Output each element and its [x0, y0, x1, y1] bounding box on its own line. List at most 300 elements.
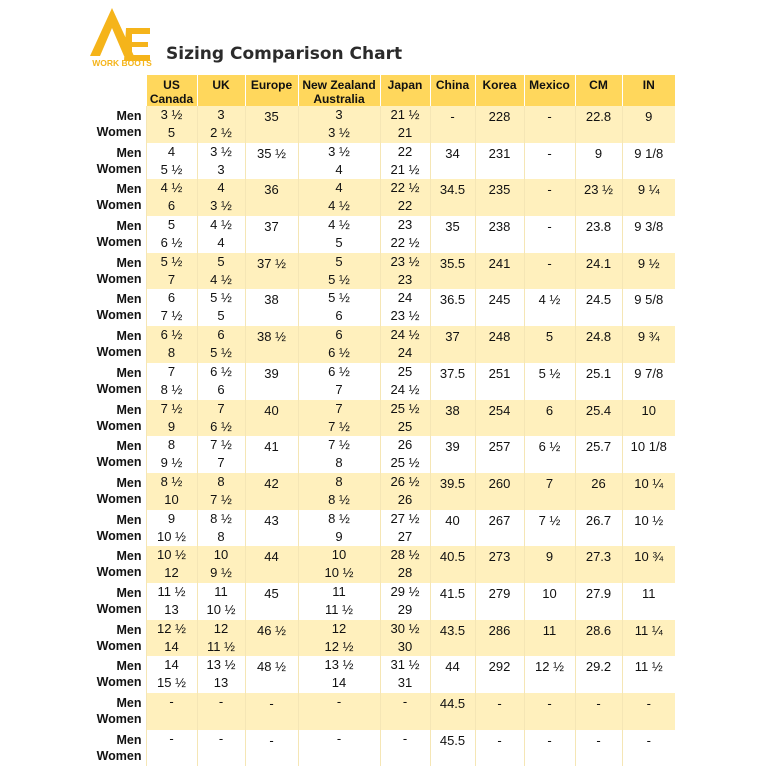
men-size: 11 [214, 583, 228, 599]
women-size: 14 [164, 638, 179, 654]
men-size: 5 [335, 253, 343, 269]
size-cell-us [146, 510, 197, 547]
size-cell-jp [380, 510, 430, 547]
men-size: 7 ½ [210, 437, 232, 453]
men-label: Men [116, 549, 142, 564]
women-size: 25 ½ [390, 455, 420, 471]
table-row [87, 179, 675, 216]
size-cell-mx [524, 730, 575, 767]
size-cell-cn [430, 179, 475, 216]
size-value: 248 [488, 329, 511, 345]
men-size: - [402, 730, 408, 746]
size-cell-cm [575, 730, 622, 767]
size-cell-cm [575, 620, 622, 657]
men-size: - [169, 730, 174, 746]
size-cell-us [146, 656, 197, 693]
size-cell-uk [197, 143, 245, 180]
size-cell-nz [298, 179, 380, 216]
women-label: Women [96, 748, 142, 763]
men-label: Men [116, 439, 142, 454]
men-size: 8 [167, 437, 176, 453]
size-cell-cn [430, 106, 475, 143]
size-value: 10 [641, 402, 656, 418]
gender-labels [87, 253, 146, 290]
women-size [299, 748, 380, 766]
men-size: 6 [335, 327, 343, 343]
size-cell-eu [245, 656, 298, 693]
size-value: 43.5 [439, 622, 466, 638]
women-size: 8 ½ [328, 491, 350, 507]
size-value: 5 ½ [538, 365, 561, 381]
women-label: Women [96, 381, 142, 396]
size-value: 43 [264, 512, 279, 528]
size-value: 6 [545, 402, 554, 418]
men-size: 6 ½ [160, 327, 183, 343]
women-size: 10 ½ [324, 565, 354, 581]
size-value: 38 [445, 402, 460, 418]
size-cell-cn [430, 363, 475, 400]
men-size: 4 ½ [210, 217, 232, 233]
size-cell-mx [524, 363, 575, 400]
women-label: Women [96, 198, 142, 213]
size-cell-nz [298, 510, 380, 547]
size-value: 44.5 [439, 696, 466, 711]
column-header [197, 75, 245, 106]
size-cell-us [146, 216, 197, 253]
size-value: 7 ½ [538, 512, 561, 528]
men-size: 9 [167, 510, 176, 526]
size-cell-cm [575, 326, 622, 363]
women-size: 31 [397, 675, 413, 691]
women-size [381, 748, 430, 766]
table-row [87, 583, 675, 620]
women-size: 22 [397, 198, 413, 214]
size-cell-eu [245, 436, 298, 473]
size-cell-jp [380, 253, 430, 290]
size-cell-in [622, 106, 675, 143]
women-size: 9 ½ [160, 455, 183, 471]
women-size: 8 [335, 455, 343, 471]
size-value: 9 ¼ [637, 182, 660, 198]
size-value: - [547, 219, 552, 235]
size-value: 254 [488, 402, 511, 418]
men-size: 29 ½ [390, 583, 420, 599]
men-size: 7 [335, 400, 343, 416]
size-cell-jp [380, 216, 430, 253]
men-size: 12 [213, 620, 229, 636]
size-cell-cn [430, 546, 475, 583]
size-cell-mx [524, 143, 575, 180]
women-size: 30 [397, 638, 413, 654]
men-size: 23 [397, 217, 413, 233]
size-value: 37 [445, 329, 460, 345]
women-size: 13 [213, 675, 229, 691]
men-size: 7 [217, 400, 225, 416]
page-title: Sizing Comparison Chart [166, 44, 403, 64]
women-size: 5 [217, 308, 225, 324]
women-size: 12 ½ [324, 638, 354, 654]
size-value: - [646, 732, 651, 748]
size-cell-cn [430, 693, 475, 730]
table-row [87, 693, 675, 730]
size-value: 38 ½ [257, 329, 286, 345]
size-cell-cm [575, 473, 622, 510]
size-cell-jp [380, 583, 430, 620]
size-value: 11 [642, 585, 656, 601]
men-size: 8 ½ [210, 510, 232, 526]
women-size: 8 ½ [160, 381, 183, 397]
men-size: 22 ½ [390, 180, 420, 196]
gender-labels [87, 620, 146, 657]
size-value: 251 [488, 365, 511, 381]
size-cell-uk [197, 253, 245, 290]
size-value: 38 [264, 292, 279, 308]
size-value: 27.9 [585, 585, 612, 601]
men-size: 4 [167, 143, 176, 159]
size-cell-uk [197, 436, 245, 473]
size-cell-jp [380, 436, 430, 473]
size-value: 7 [545, 475, 554, 491]
men-size: 22 [397, 143, 413, 159]
size-cell-mx [524, 693, 575, 730]
column-header [430, 75, 475, 106]
size-value: 26 [591, 475, 606, 491]
size-cell-cm [575, 400, 622, 437]
size-cell-uk [197, 473, 245, 510]
size-cell-kr [475, 583, 524, 620]
size-value: - [596, 696, 601, 711]
men-label: Men [116, 292, 142, 307]
table-row [87, 326, 675, 363]
size-value: - [547, 182, 552, 198]
size-cell-nz [298, 143, 380, 180]
sizing-table [87, 75, 675, 766]
size-value: 11 ¼ [634, 622, 663, 638]
table-row [87, 363, 675, 400]
gender-labels [87, 546, 146, 583]
men-size: 24 [397, 290, 413, 306]
size-cell-in [622, 289, 675, 326]
size-cell-kr [475, 730, 524, 767]
size-cell-nz [298, 436, 380, 473]
size-cell-uk [197, 106, 245, 143]
size-cell-eu [245, 510, 298, 547]
men-label: Men [116, 109, 142, 123]
table-row [87, 620, 675, 657]
size-cell-eu [245, 179, 298, 216]
size-cell-nz [298, 473, 380, 510]
table-row [87, 473, 675, 510]
size-cell-cn [430, 253, 475, 290]
size-cell-in [622, 510, 675, 547]
size-value: 9 [594, 145, 603, 161]
women-size: 7 ½ [328, 418, 350, 434]
women-label: Women [96, 528, 142, 543]
women-size: 6 ½ [328, 345, 350, 361]
size-cell-eu [245, 583, 298, 620]
men-size: 5 ½ [210, 290, 232, 306]
size-value: 41 [264, 439, 279, 455]
men-size: 4 ½ [160, 180, 183, 196]
size-value: 235 [488, 182, 511, 198]
men-size: 13 ½ [206, 657, 236, 673]
size-value: 9 ¾ [637, 329, 660, 345]
column-header-line: Australia [313, 92, 365, 106]
size-cell-jp [380, 656, 430, 693]
size-value: 11 ½ [634, 659, 663, 675]
size-value: 25.4 [585, 402, 612, 418]
size-cell-kr [475, 179, 524, 216]
table-row [87, 510, 675, 547]
men-size: 25 ½ [390, 400, 420, 416]
size-cell-in [622, 546, 675, 583]
size-cell-us [146, 363, 197, 400]
size-cell-uk [197, 656, 245, 693]
size-cell-nz [298, 363, 380, 400]
size-value: 9 7/8 [634, 365, 664, 381]
size-cell-mx [524, 583, 575, 620]
size-value: 29.2 [585, 659, 612, 675]
men-size: 8 ½ [160, 473, 183, 489]
size-value: 42 [264, 475, 279, 491]
women-size: 5 [335, 235, 343, 251]
women-size: 5 ½ [328, 271, 350, 287]
men-size: 6 ½ [328, 363, 350, 379]
column-header [298, 75, 380, 106]
size-cell-in [622, 326, 675, 363]
men-size: 4 [217, 180, 225, 196]
size-cell-uk [197, 400, 245, 437]
size-cell-us [146, 143, 197, 180]
gender-labels [87, 730, 146, 767]
size-value: 44 [264, 549, 279, 565]
women-size: 4 [335, 161, 343, 177]
men-label: Men [116, 585, 142, 600]
size-cell-mx [524, 179, 575, 216]
size-value: - [547, 109, 552, 124]
size-value: 34.5 [439, 182, 466, 198]
table-row [87, 546, 675, 583]
column-header-line: Japan [387, 78, 423, 92]
size-value: 25.7 [585, 439, 612, 455]
men-size: 8 [335, 473, 343, 489]
women-size [299, 711, 380, 729]
size-value: 37 ½ [257, 255, 286, 271]
size-cell-eu [245, 620, 298, 657]
women-size: 10 [164, 491, 179, 507]
size-cell-kr [475, 326, 524, 363]
men-size: 23 ½ [390, 253, 420, 269]
men-size: 7 ½ [328, 437, 350, 453]
women-label: Women [96, 675, 142, 690]
size-cell-jp [380, 326, 430, 363]
women-size: 9 [167, 418, 176, 434]
women-label: Women [96, 308, 142, 323]
table-row [87, 289, 675, 326]
size-cell-jp [380, 400, 430, 437]
size-value: 34 [445, 145, 460, 161]
size-cell-mx [524, 656, 575, 693]
size-value: 35 ½ [257, 145, 286, 161]
size-cell-cn [430, 473, 475, 510]
size-cell-us [146, 436, 197, 473]
size-value: 23.8 [585, 219, 612, 235]
men-label: Men [116, 732, 142, 747]
size-value: - [450, 109, 455, 124]
women-size: 7 [167, 271, 176, 287]
size-cell-nz [298, 620, 380, 657]
women-size: 11 ½ [207, 638, 235, 654]
size-cell-uk [197, 289, 245, 326]
size-cell-nz [298, 693, 380, 730]
size-cell-uk [197, 216, 245, 253]
men-label: Men [116, 659, 142, 674]
size-cell-mx [524, 620, 575, 657]
size-value: 257 [488, 439, 511, 455]
size-cell-eu [245, 143, 298, 180]
size-value: 12 ½ [535, 659, 564, 675]
size-cell-us [146, 546, 197, 583]
women-size: 9 [335, 528, 343, 544]
size-cell-cn [430, 583, 475, 620]
size-cell-kr [475, 363, 524, 400]
table-row [87, 400, 675, 437]
women-size: 26 [397, 491, 413, 507]
size-value: 24.5 [585, 292, 612, 308]
size-cell-jp [380, 546, 430, 583]
table-row [87, 143, 675, 180]
men-size: 10 [331, 547, 347, 563]
size-cell-us [146, 179, 197, 216]
table-row [87, 436, 675, 473]
size-cell-nz [298, 730, 380, 767]
size-cell-cn [430, 143, 475, 180]
men-size: 8 [217, 473, 225, 489]
size-value: 292 [488, 659, 511, 675]
women-size: 7 ½ [210, 491, 232, 507]
women-size [198, 711, 245, 729]
size-cell-cm [575, 363, 622, 400]
size-cell-kr [475, 473, 524, 510]
size-value: - [497, 732, 502, 748]
size-cell-uk [197, 510, 245, 547]
size-value: 36.5 [439, 292, 466, 308]
men-size: - [336, 730, 342, 746]
size-cell-us [146, 326, 197, 363]
men-size: 3 [335, 107, 343, 122]
men-size: 28 ½ [390, 547, 420, 563]
size-cell-uk [197, 546, 245, 583]
size-value: 40.5 [439, 549, 466, 565]
size-cell-cm [575, 216, 622, 253]
size-value: 10 ¾ [634, 549, 664, 565]
size-cell-mx [524, 289, 575, 326]
men-label: Men [116, 512, 142, 527]
size-cell-us [146, 253, 197, 290]
women-size: 8 [167, 345, 176, 361]
size-value: 10 1/8 [630, 439, 667, 455]
size-cell-us [146, 620, 197, 657]
size-cell-kr [475, 143, 524, 180]
women-size [381, 711, 430, 729]
gender-labels [87, 106, 146, 143]
men-size: 10 [213, 547, 229, 563]
size-cell-cm [575, 436, 622, 473]
men-size: 11 ½ [157, 583, 186, 599]
men-size: 27 ½ [390, 510, 420, 526]
size-cell-cn [430, 510, 475, 547]
women-size: 21 ½ [390, 161, 420, 177]
column-header [524, 75, 575, 106]
size-value: 238 [488, 219, 511, 235]
size-value: 26.7 [585, 512, 612, 528]
men-size: 25 [397, 363, 413, 379]
women-size: 28 [397, 565, 413, 581]
size-cell-cm [575, 143, 622, 180]
size-cell-cn [430, 326, 475, 363]
size-cell-eu [245, 546, 298, 583]
men-size: - [218, 730, 224, 746]
column-header-line: Mexico [529, 78, 570, 92]
size-cell-jp [380, 693, 430, 730]
women-size: 2 ½ [210, 125, 232, 140]
men-size: 26 ½ [390, 473, 420, 489]
column-header [475, 75, 524, 106]
women-size: 3 ½ [210, 198, 232, 214]
women-size: 24 ½ [390, 381, 420, 397]
men-size: 11 [332, 583, 346, 599]
size-cell-cn [430, 216, 475, 253]
size-value: 279 [488, 585, 511, 601]
size-value: 24.1 [585, 255, 612, 271]
men-size: 3 ½ [328, 143, 350, 159]
column-header-line: Europe [250, 78, 293, 92]
size-cell-nz [298, 400, 380, 437]
size-value: 28.6 [585, 622, 612, 638]
men-size: 30 ½ [390, 620, 420, 636]
size-cell-kr [475, 106, 524, 143]
gender-labels [87, 656, 146, 693]
size-value: 27.3 [585, 549, 612, 565]
men-size: - [218, 694, 224, 709]
men-size: - [169, 694, 174, 709]
size-cell-us [146, 289, 197, 326]
size-cell-us [146, 106, 197, 143]
size-cell-in [622, 179, 675, 216]
women-label: Women [96, 455, 142, 470]
size-value: - [547, 145, 552, 161]
size-cell-in [622, 143, 675, 180]
women-size: 7 ½ [160, 308, 183, 324]
men-label: Men [116, 696, 142, 710]
women-size: 14 [331, 675, 347, 691]
women-size: 4 ½ [210, 271, 232, 287]
size-cell-in [622, 730, 675, 767]
size-cell-uk [197, 326, 245, 363]
women-size: 6 ½ [160, 235, 183, 251]
women-label: Women [96, 345, 142, 360]
women-size: 13 [164, 601, 179, 617]
column-header-line: CM [589, 78, 608, 92]
size-cell-cm [575, 289, 622, 326]
size-cell-eu [245, 730, 298, 767]
column-header-line: China [435, 78, 470, 92]
men-label: Men [116, 475, 142, 490]
size-value: 35 [264, 109, 279, 124]
women-label: Women [96, 565, 142, 580]
size-value: 39.5 [439, 475, 466, 491]
size-cell-uk [197, 179, 245, 216]
